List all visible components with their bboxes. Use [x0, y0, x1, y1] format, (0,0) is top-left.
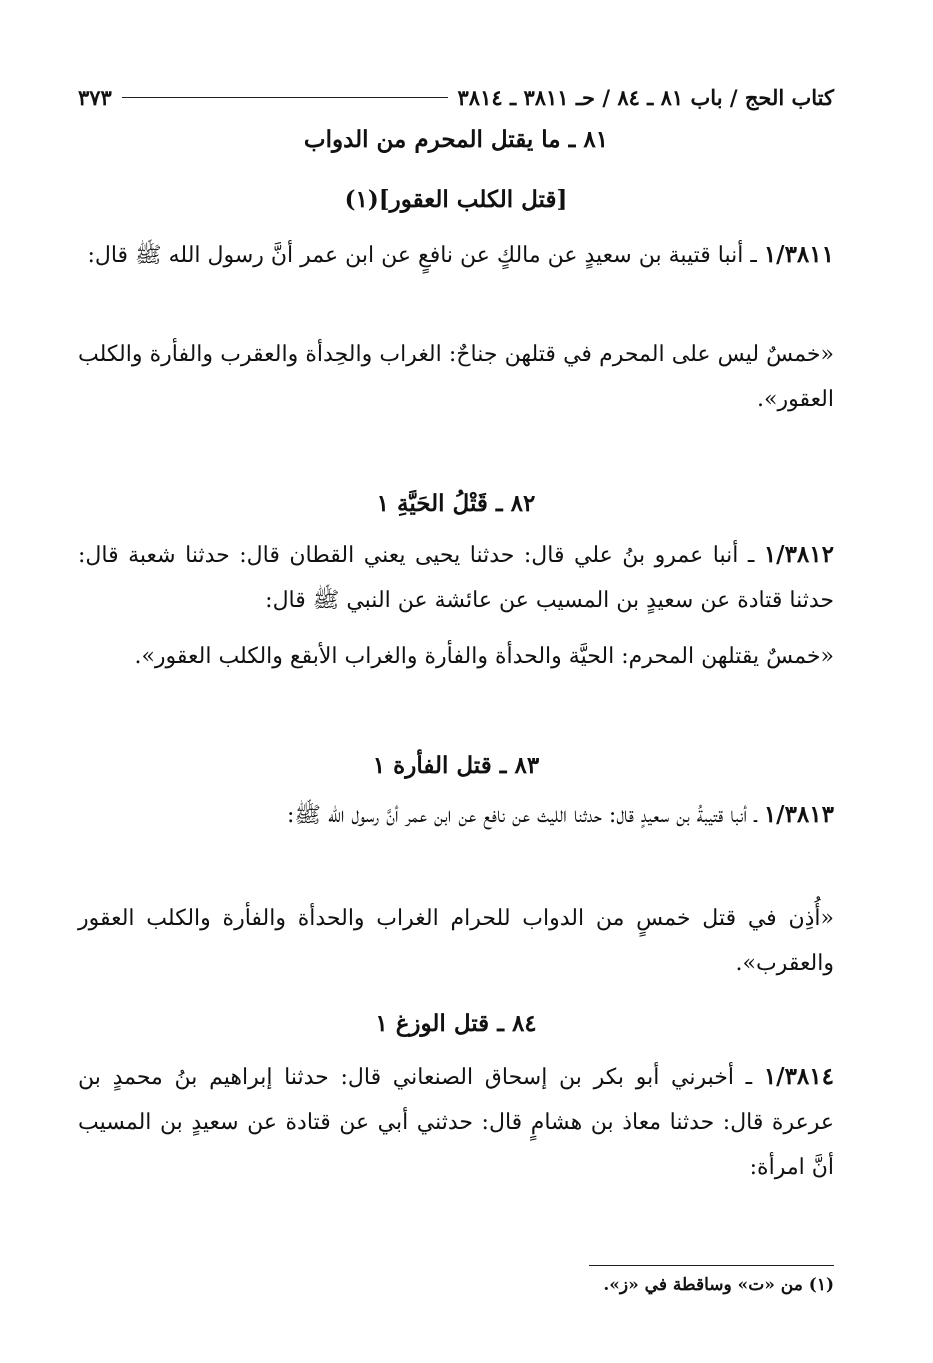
section-81-subtitle: [قتل الكلب العقور](١): [344, 186, 568, 213]
hadith-number: ١/٣٨١٢: [763, 541, 834, 568]
section-83-title: ٨٣ ـ قتل الفأرة ١: [372, 752, 540, 779]
hadith-3813-isnad: [78, 792, 834, 838]
section-82-title: ٨٢ ـ قَتْلُ الحَيَّةِ ١: [376, 490, 536, 517]
hadith-3814-isnad: [78, 1054, 834, 1190]
isnad-text: ـ أنبا قتيبة بن سعيدٍ عن مالكٍ عن نافعٍ عن ابن عمر أنَّ رسول الله ﷺ قال:: [87, 243, 757, 268]
page: [78, 70, 834, 1340]
running-title: كتاب الحج / باب ٨١ ـ ٨٤ / حـ ٣٨١١ ـ ٣٨١٤: [457, 84, 834, 110]
hadith-3811-matn: «خمسٌ ليس على المحرم في قتلهن جناحٌ: الغراب والحِدأة والعقرب والفأرة والكلب العقور».: [78, 342, 834, 412]
hadith-number: ١/٣٨١٣: [763, 801, 834, 828]
page-header: [78, 82, 834, 112]
header-rule: [122, 97, 448, 98]
hadith-3812-matn: «خمسٌ يقتلهن المحرم: الحيَّة والحدأة والفأرة والغراب الأبقع والكلب العقور».: [134, 644, 834, 669]
isnad-text: ـ أنبا عمرو بنُ علي قال: حدثنا يحيى يعني القطان قال: حدثنا شعبة قال: حدثنا قتادة عن سعيدٍ بن المسيب عن عائشة عن النبي ﷺ قال:: [78, 543, 834, 613]
footnote-rule: [589, 1265, 834, 1266]
page-number: ٣٧٣: [78, 84, 112, 110]
footnote: (١) من «ت» وساقطة في «ز».: [603, 1275, 834, 1295]
isnad-text: ـ أنبا قتيبةُ بن سعيدٍ قال: حدثنا الليث عن نافع عن ابن عمر أنَّ رسول الله ﷺ:: [286, 803, 757, 828]
hadith-3812-isnad: [78, 532, 834, 623]
isnad-text: ـ أخبرني أبو بكر بن إسحاق الصنعاني قال: حدثنا إبراهيم بنُ محمدٍ بن عرعرة قال: حدثنا معاذ بن هشامٍ قال: حدثني أبي عن قتادة عن سعيدٍ بن المسيب أنَّ امرأة:: [78, 1065, 834, 1180]
section-81-title: ٨١ ـ ما يقتل المحرم من الدواب: [303, 126, 609, 153]
section-84-title: ٨٤ ـ قتل الوزغ ١: [375, 1010, 537, 1037]
hadith-3813-matn: «أُذِن في قتل خمسٍ من الدواب للحرام الغراب والحدأة والفأرة والكلب العقور والعقرب».: [78, 906, 834, 976]
hadith-3811-isnad: [78, 232, 834, 278]
hadith-number: ١/٣٨١٤: [763, 1063, 834, 1090]
hadith-number: ١/٣٨١١: [763, 241, 834, 268]
